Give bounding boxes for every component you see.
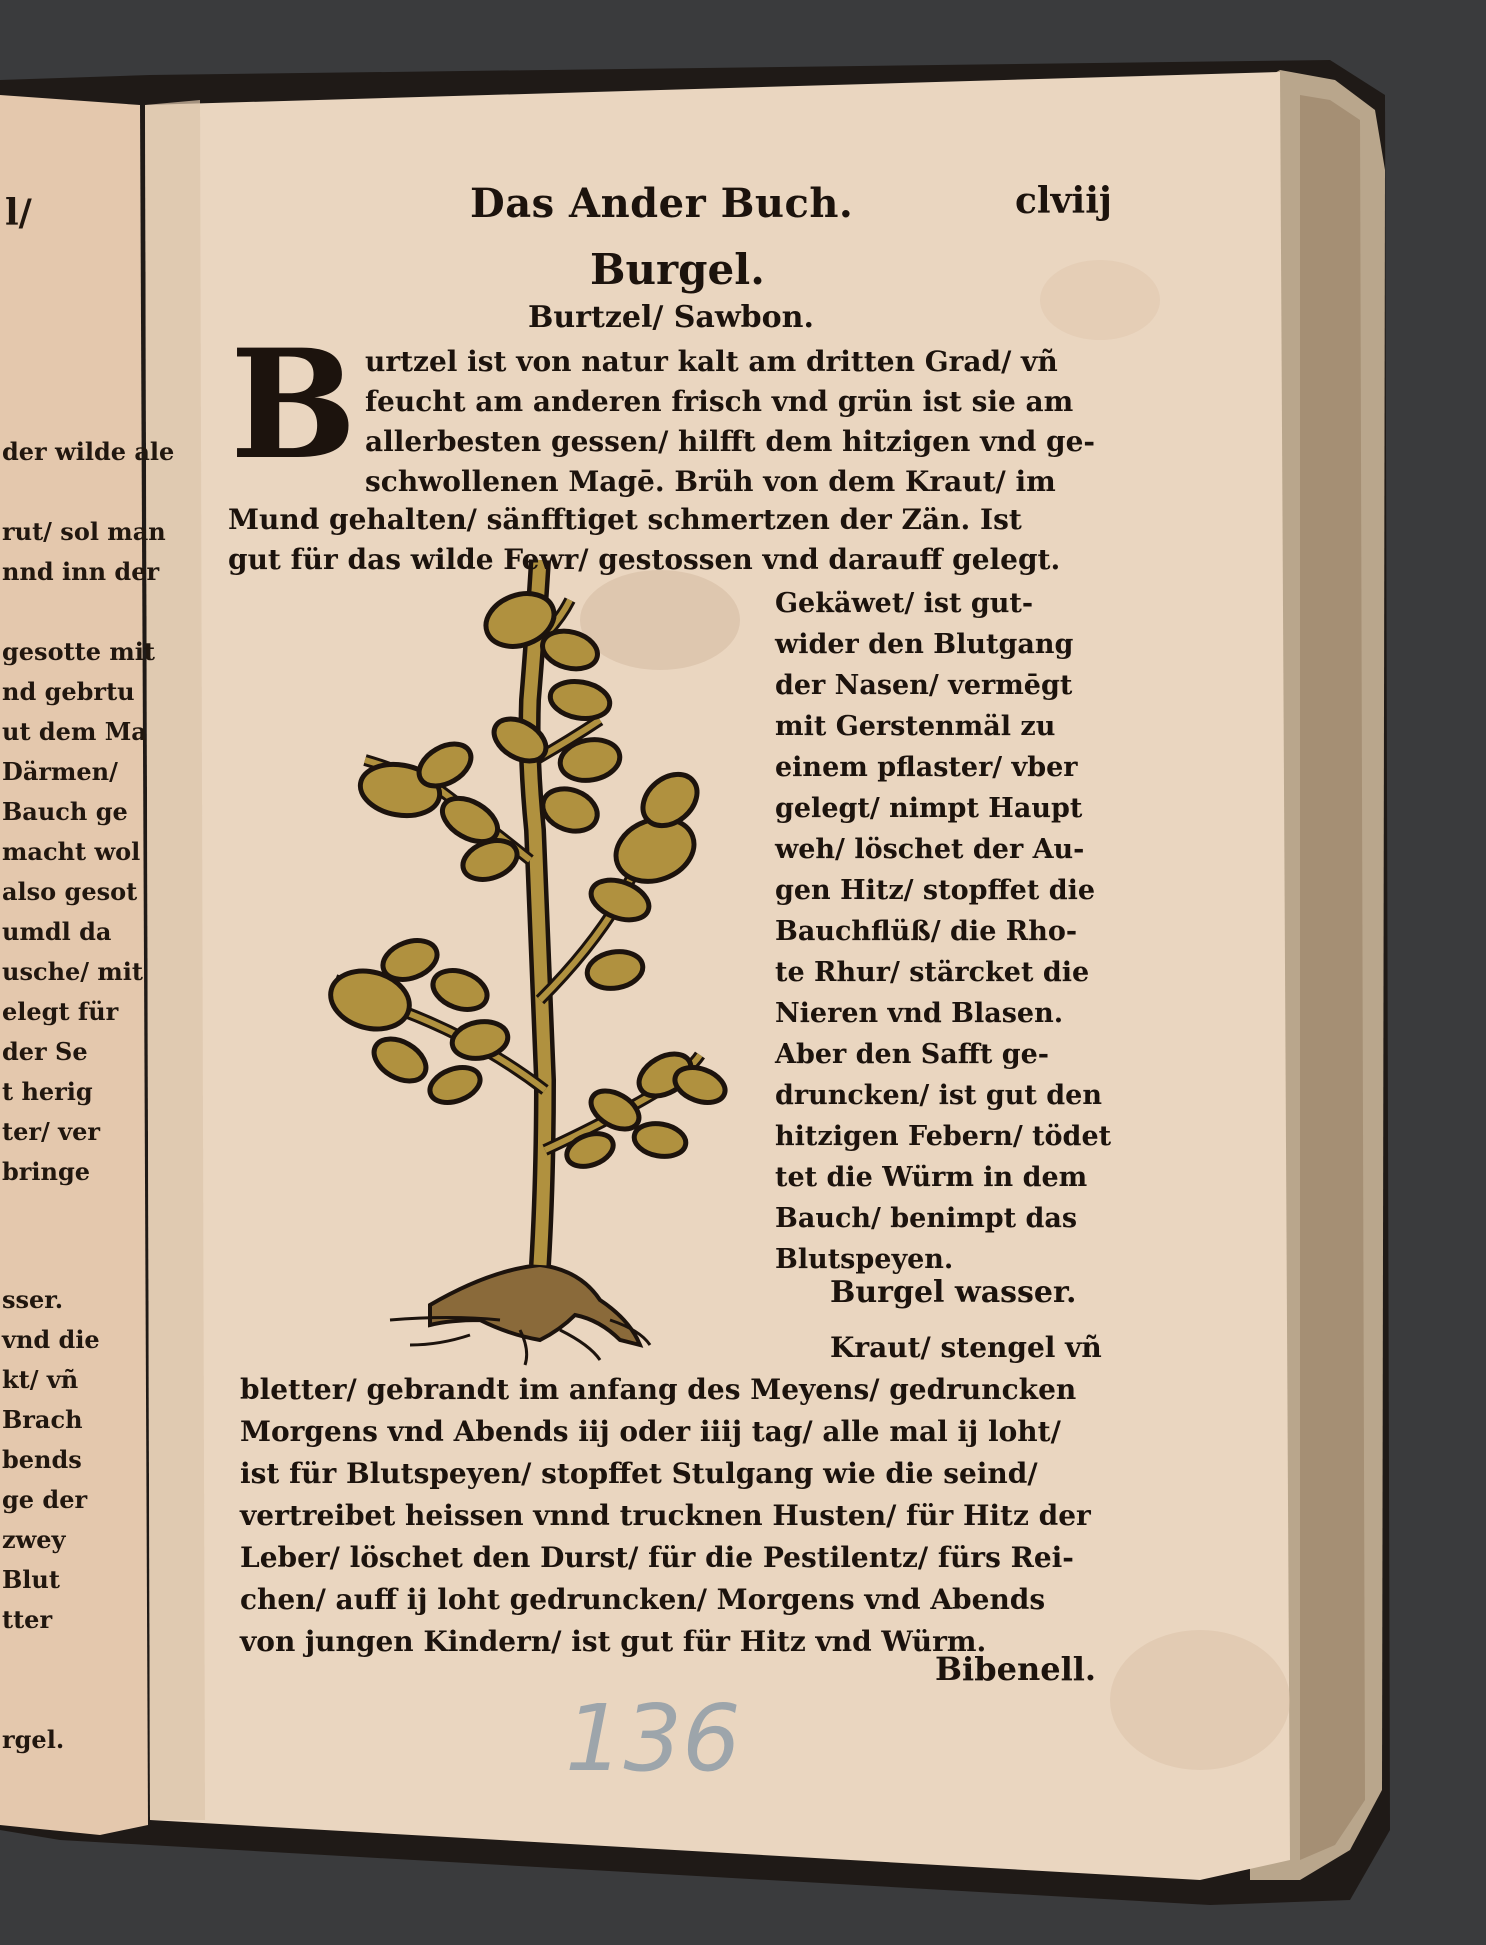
left-line: kt/ vñ	[2, 1365, 79, 1394]
left-line: ge der	[2, 1485, 88, 1514]
text-line: Blutspeyen.	[775, 1244, 954, 1275]
left-line: nnd inn der	[2, 557, 160, 586]
left-line: Därmen/	[2, 757, 118, 786]
left-page-fragments-lower	[2, 1280, 100, 1760]
text-line: von jungen Kindern/ ist gut für Hitz vnd Würm.	[240, 1625, 987, 1658]
text-line: der Nasen/ vermēgt	[775, 670, 1073, 701]
decorated-initial: B	[230, 317, 357, 493]
text-line: Kraut/ stengel vñ	[830, 1331, 1102, 1364]
text-line: tet die Würm in dem	[775, 1162, 1088, 1193]
left-line: vnd die	[2, 1325, 100, 1354]
text-line: te Rhur/ stärcket die	[775, 957, 1090, 988]
left-line: nd gebrtu	[2, 677, 135, 706]
text-line: mit Gerstenmäl zu	[775, 711, 1056, 742]
left-line	[2, 592, 174, 632]
text-line: Morgens vnd Abends iij oder iiij tag/ alle mal ij loht/	[240, 1415, 1061, 1448]
left-line: Blut	[2, 1565, 60, 1594]
left-line: bends	[2, 1445, 82, 1474]
running-head: Das Ander Buch.	[470, 180, 854, 227]
left-line: ut dem Ma	[2, 717, 147, 746]
left-line: gesotte mit	[2, 637, 155, 666]
text-line: allerbesten gessen/ hilfft dem hitzigen vnd ge-	[365, 425, 1096, 458]
left-line: ter/ ver	[2, 1117, 100, 1146]
left-line: usche/ mit	[2, 957, 144, 986]
text-line: vertreibet heissen vnnd trucknen Husten/ für Hitz der	[240, 1499, 1091, 1532]
text-line: gen Hitz/ stopffet die	[775, 875, 1096, 906]
left-line: der wilde ale	[2, 437, 175, 466]
left-line: tter	[2, 1605, 53, 1634]
text-line: Leber/ löschet den Durst/ für die Pestilentz/ fürs Rei-	[240, 1541, 1074, 1574]
text-line: Gekäwet/ ist gut-	[775, 588, 1034, 619]
left-line: zwey	[2, 1525, 66, 1554]
text-line: gut für das wilde Fewr/ gestossen vnd darauff gelegt.	[228, 543, 1061, 576]
text-line: Bauchflüß/ die Rho-	[775, 916, 1078, 947]
left-line	[2, 1680, 100, 1720]
paragraph-3	[240, 1370, 1091, 1664]
text-line: bletter/ gebrandt im anfang des Meyens/ gedruncken	[240, 1373, 1077, 1406]
text-line: weh/ löschet der Au-	[775, 834, 1085, 865]
text-line: feucht am anderen frisch vnd grün ist sie am	[365, 385, 1074, 418]
text-line: Mund gehalten/ sänfftiget schmertzen der Zän. Ist	[228, 503, 1022, 536]
text-line: hitzigen Febern/ tödet	[775, 1121, 1112, 1152]
left-line: rgel.	[2, 1725, 65, 1754]
left-line: umdl da	[2, 917, 112, 946]
text-line: Bauch/ benimpt das	[775, 1203, 1078, 1234]
text-line: chen/ auff ij loht gedruncken/ Morgens vnd Abends	[240, 1583, 1046, 1616]
left-line: der Se	[2, 1037, 88, 1066]
left-line	[2, 472, 174, 512]
text-line: Aber den Safft ge-	[775, 1039, 1050, 1070]
paragraph-1-full	[228, 500, 1060, 580]
paragraph-2-column	[775, 583, 1111, 1280]
entry-heading: Burgel.	[590, 245, 765, 294]
pencil-page-number: 136	[565, 1685, 741, 1792]
left-line: rut/ sol man	[2, 517, 166, 546]
left-line	[2, 1640, 100, 1680]
left-line: bringe	[2, 1157, 91, 1186]
text-line: wider den Blutgang	[775, 629, 1074, 660]
left-line: t herig	[2, 1077, 93, 1106]
text-line: urtzel ist von natur kalt am dritten Grad/ vñ	[365, 345, 1058, 378]
left-page-fragments-upper	[2, 432, 174, 1192]
left-line: sser.	[2, 1285, 64, 1314]
text-line: ist für Blutspeyen/ stopffet Stulgang wie die seind/	[240, 1457, 1038, 1490]
entry-synonyms: Burtzel/ Sawbon.	[528, 300, 814, 335]
text-line: druncken/ ist gut den	[775, 1080, 1102, 1111]
catchword: Bibenell.	[935, 1650, 1097, 1688]
folio-number: clviij	[1015, 180, 1112, 222]
text-line: gelegt/ nimpt Haupt	[775, 793, 1083, 824]
left-page-top-fragment: l/	[5, 192, 32, 234]
paragraph-1-indented	[365, 342, 1095, 502]
left-line: macht wol	[2, 837, 141, 866]
left-line: also gesot	[2, 877, 138, 906]
left-line: Bauch ge	[2, 797, 128, 826]
left-line: Brach	[2, 1405, 83, 1434]
paragraph-3-first-line	[830, 1328, 1102, 1368]
text-line: Nieren vnd Blasen.	[775, 998, 1064, 1029]
text-line: schwollenen Magē. Brüh von dem Kraut/ im	[365, 465, 1056, 498]
text-line: einem pflaster/ vber	[775, 752, 1078, 783]
left-line: elegt für	[2, 997, 119, 1026]
subheading: Burgel wasser.	[830, 1275, 1077, 1310]
